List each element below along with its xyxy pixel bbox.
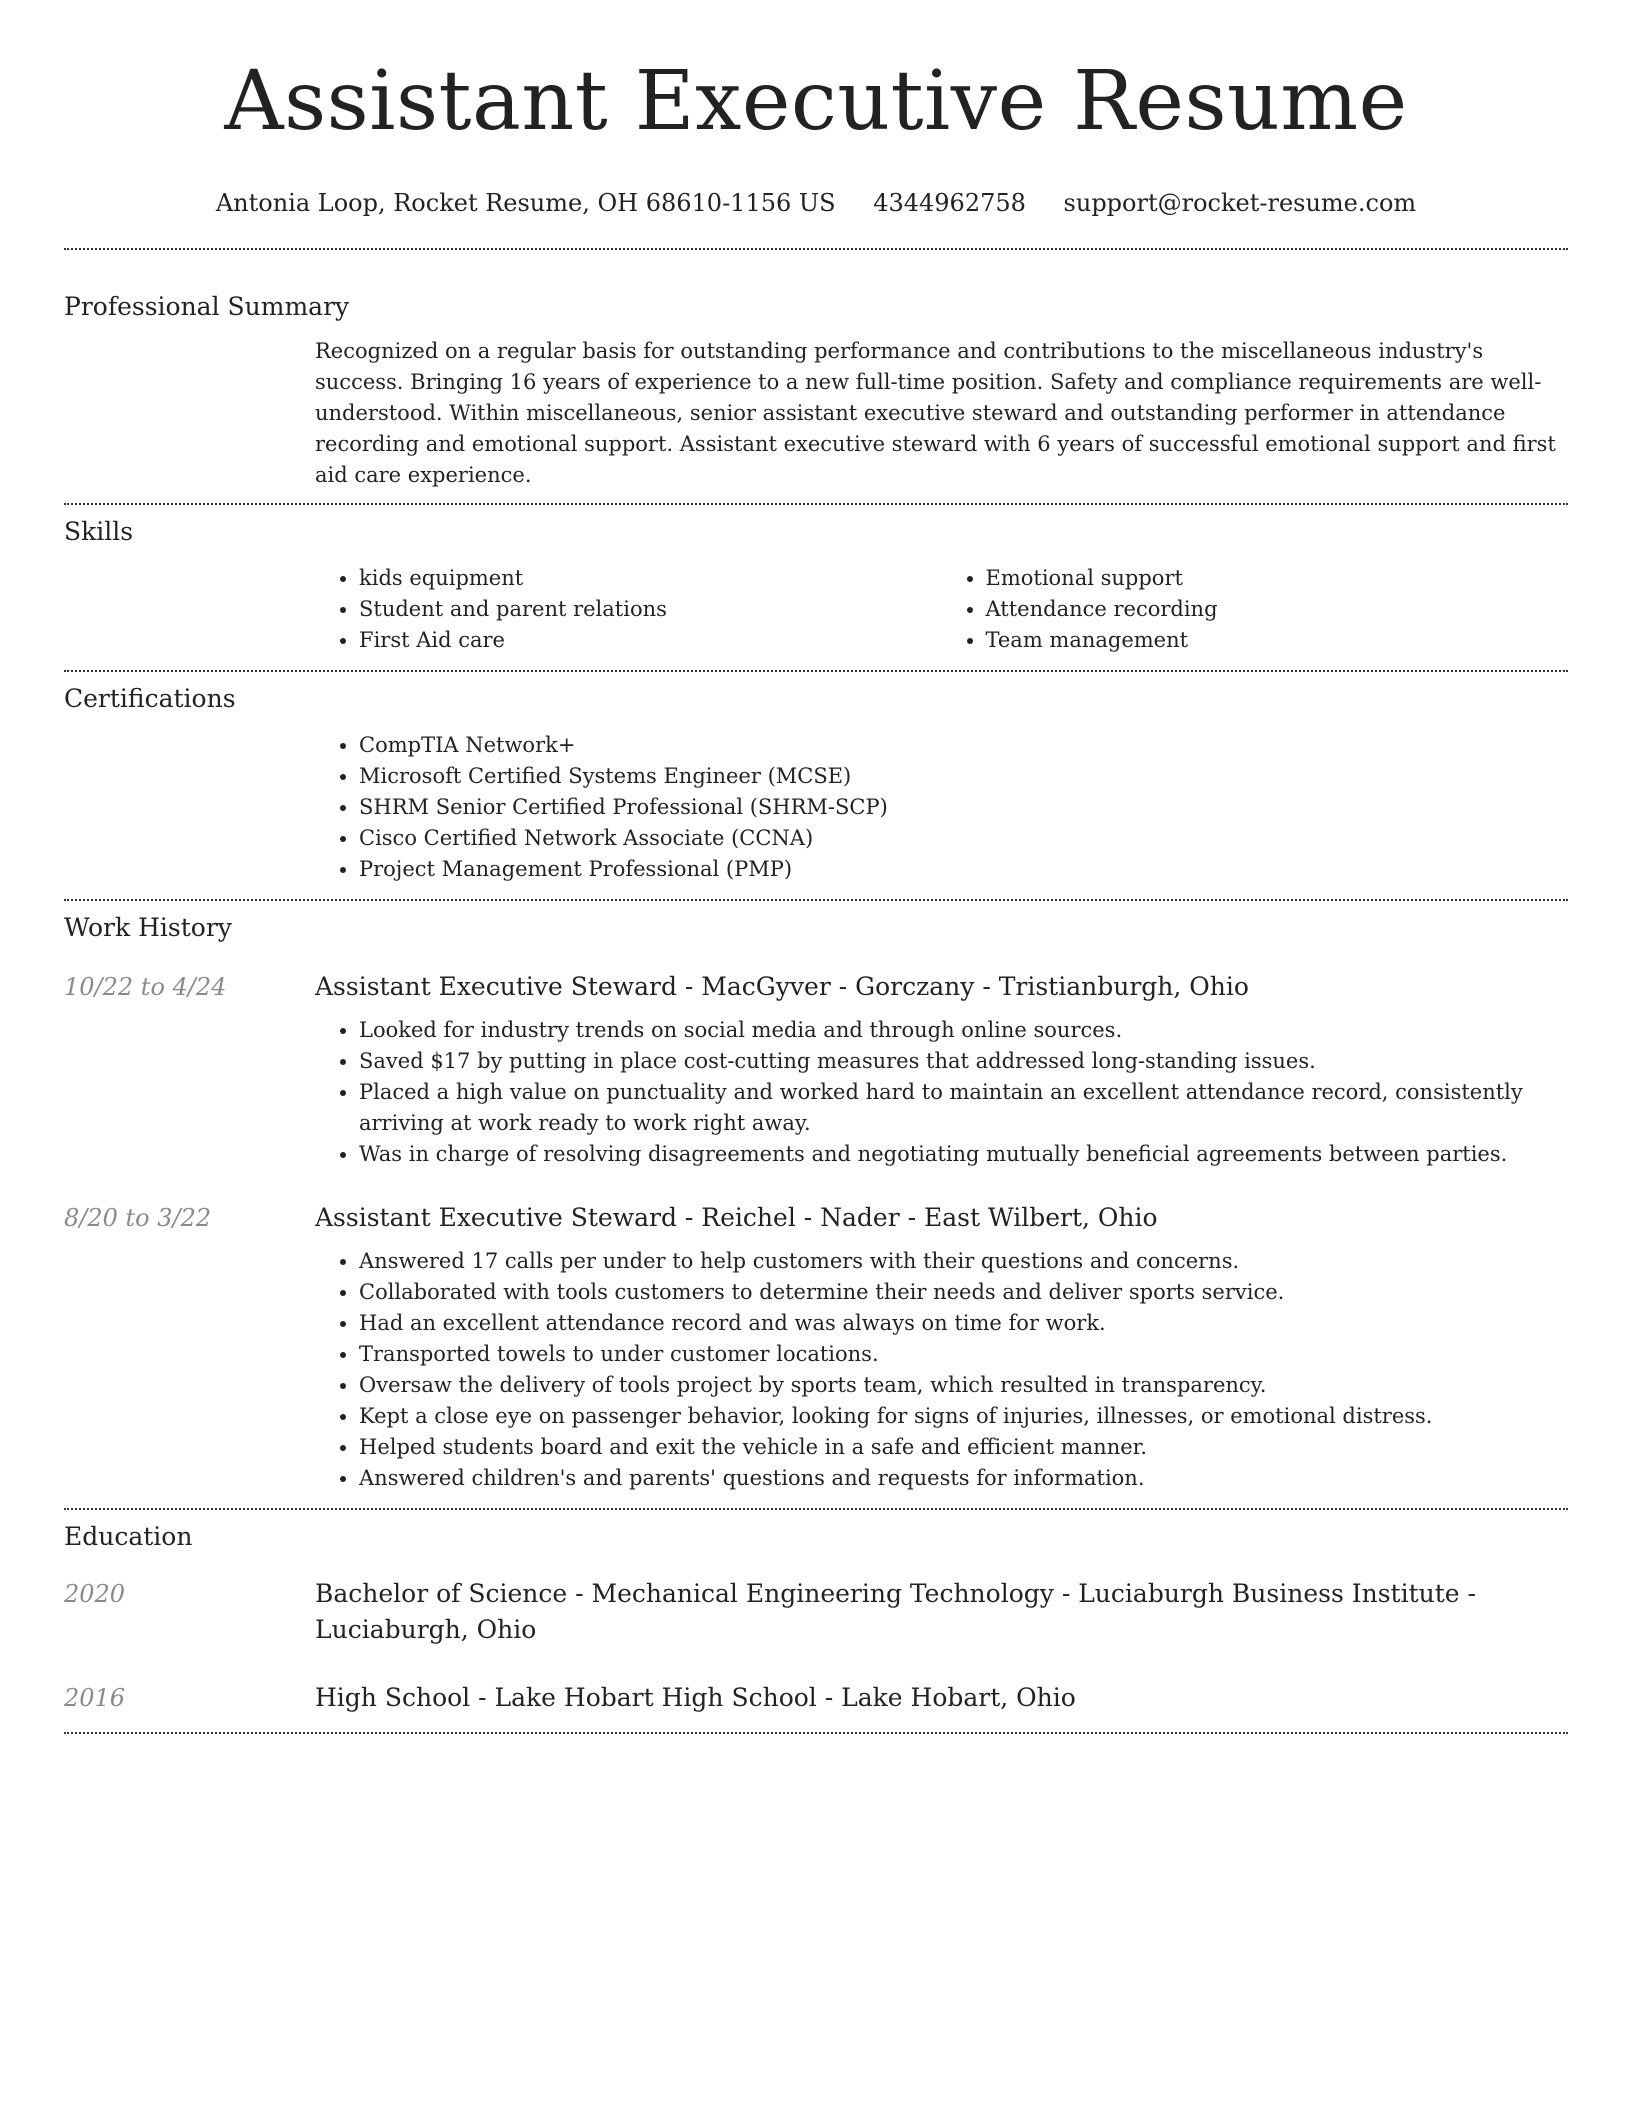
skills-section [64,517,1568,656]
education-year: 2016 [64,1684,126,1712]
job-bullet: • Saved $17 by putting in place cost-cutting measures that addressed long-standing issues. [359,1046,1568,1077]
job-title: Assistant Executive Steward - Reichel - Nader - East Wilbert, Ohio [315,1203,1158,1232]
contact-line [64,188,1568,218]
certifications-left-spacer [64,730,315,885]
job-bullet: • Looked for industry trends on social media and through online sources. [359,1015,1568,1046]
skill-item: • Attendance recording [986,594,1569,625]
job-bullet: • Collaborated with tools customers to determine their needs and deliver sports service. [359,1277,1568,1308]
section-divider [64,1732,1568,1734]
certification-item: • CompTIA Network+ [359,730,1568,761]
skill-item: • Student and parent relations [359,594,942,625]
section-divider [64,1508,1568,1510]
summary-left-spacer [64,336,315,491]
certification-item: • Cisco Certified Network Associate (CCNA) [359,823,1568,854]
education-entry [64,1680,1568,1716]
certifications-section [64,684,1568,885]
education-heading: Education [64,1522,193,1551]
work-history-heading: Work History [64,913,232,942]
skill-item: • First Aid care [359,625,942,656]
job-bullets [315,1246,1568,1494]
certification-item: • Project Management Professional (PMP) [359,854,1568,885]
skills-list-col2 [942,563,1569,656]
section-divider [64,670,1568,672]
job-bullet: • Answered 17 calls per under to help customers with their questions and concerns. [359,1246,1568,1277]
section-divider [64,503,1568,505]
contact-email: support@rocket-resume.com [1063,189,1417,217]
job-bullet: • Placed a high value on punctuality and worked hard to maintain an excellent attendance record, consistently arriving at work ready to work right away. [359,1077,1568,1139]
job-dates: 8/20 to 3/22 [64,1204,212,1232]
education-entry [64,1576,1568,1648]
job-bullet: • Had an excellent attendance record and was always on time for work. [359,1308,1568,1339]
contact-phone: 4344962758 [873,189,1026,217]
job-entry [64,969,1568,1170]
education-title: High School - Lake Hobart High School - Lake Hobart, Ohio [315,1683,1076,1712]
skill-item: • kids equipment [359,563,942,594]
summary-section [64,292,1568,491]
job-bullet: • Was in charge of resolving disagreements and negotiating mutually beneficial agreements between parties. [359,1139,1568,1170]
job-bullet: • Transported towels to under customer locations. [359,1339,1568,1370]
job-bullet: • Answered children's and parents' questions and requests for information. [359,1463,1568,1494]
resume-title: Assistant Executive Resume [224,54,1408,149]
certification-item: • SHRM Senior Certified Professional (SHRM-SCP) [359,792,1568,823]
education-year: 2020 [64,1580,126,1608]
education-title: Bachelor of Science - Mechanical Engineering Technology - Luciaburgh Business Institute - Luciaburgh, Ohio [315,1579,1476,1644]
job-bullet: • Helped students board and exit the vehicle in a safe and efficient manner. [359,1432,1568,1463]
certifications-heading: Certifications [64,684,236,713]
job-title: Assistant Executive Steward - MacGyver - Gorczany - Tristianburgh, Ohio [315,972,1249,1001]
job-bullets [315,1015,1568,1170]
job-bullet: • Kept a close eye on passenger behavior, looking for signs of injuries, illnesses, or emotional distress. [359,1401,1568,1432]
skills-left-spacer [64,563,315,656]
job-bullet: • Oversaw the delivery of tools project by sports team, which resulted in transparency. [359,1370,1568,1401]
job-dates: 10/22 to 4/24 [64,973,227,1001]
skills-list-col1 [315,563,942,656]
skill-item: • Emotional support [986,563,1569,594]
contact-address: Antonia Loop, Rocket Resume, OH 68610-1156 US [215,189,836,217]
summary-text: Recognized on a regular basis for outstanding performance and contributions to the miscellaneous industry's success. Bringing 16 years of experience to a new full-time position. Safety and compliance requirements are well-understood. Within miscellaneous, senior assistant executive steward and outstanding performer in attendance recording and emotional support. Assistant executive steward with 6 years of successful emotional support and first aid care experience. [315,339,1556,487]
education-section [64,1522,1568,1716]
skill-item: • Team management [986,625,1569,656]
certifications-list [315,730,1568,885]
summary-heading: Professional Summary [64,292,350,321]
certification-item: • Microsoft Certified Systems Engineer (MCSE) [359,761,1568,792]
section-divider [64,248,1568,250]
job-entry [64,1200,1568,1494]
section-divider [64,899,1568,901]
skills-heading: Skills [64,517,134,546]
work-history-section [64,913,1568,1494]
